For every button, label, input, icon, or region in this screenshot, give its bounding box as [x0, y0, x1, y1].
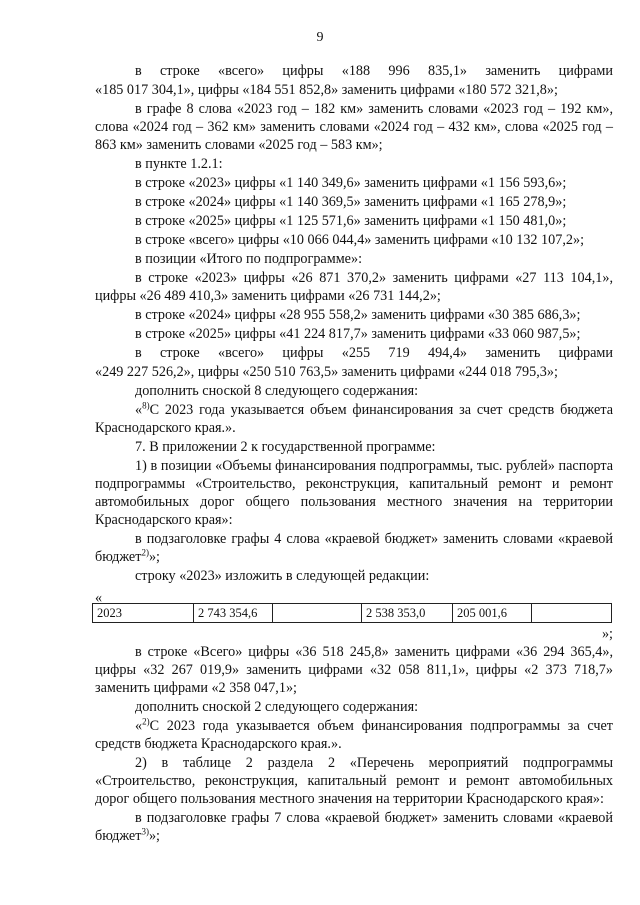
amendments-block-2	[95, 643, 613, 845]
replacement-row-table	[92, 603, 612, 623]
footnote-marker: 2)	[141, 547, 149, 558]
paragraph-text: в строке «2024» цифры «28 955 558,2» заменить цифрами «30 385 686,3»;	[135, 307, 581, 323]
quote-mark: «	[135, 402, 143, 418]
paragraph	[95, 269, 613, 305]
paragraph-text: в позиции «Итого по подпрограмме»:	[135, 251, 363, 267]
paragraph	[95, 62, 613, 80]
paragraph-text: 7. В приложении 2 к государственной программе:	[135, 439, 436, 455]
paragraph-text: в строке «2025» цифры «41 224 817,7» заменить цифрами «33 060 987,5»;	[135, 326, 581, 342]
paragraph	[95, 81, 613, 99]
paragraph	[95, 698, 613, 716]
paragraph-text: в строке «всего» цифры «188 996 835,1» заменить цифрами	[135, 63, 613, 79]
paragraph	[95, 401, 613, 437]
footnote-marker: 3)	[141, 826, 149, 837]
paragraph-text: в пункте 1.2.1:	[135, 156, 223, 172]
paragraph-tail: »;	[148, 828, 160, 844]
quote-open: «	[95, 590, 103, 606]
paragraph-text: в строке «всего» цифры «255 719 494,4» заменить цифрами	[135, 345, 613, 361]
quote-close: »;	[601, 626, 613, 642]
paragraph-text: «249 227 526,2», цифры «250 510 763,5» заменить цифрами «244 018 795,3»;	[95, 364, 558, 380]
paragraph	[95, 363, 613, 381]
paragraph	[95, 155, 613, 173]
paragraph	[95, 754, 613, 808]
paragraph-text: в строке «Всего» цифры «36 518 245,8» заменить цифрами «36 294 365,4», цифры «32 267 019,9» заменить цифрами «32 058 811,1», цифры «2 373 718,7» заменить цифрами «2 358 047,1»;	[95, 644, 613, 696]
paragraph-text: в строке «2024» цифры «1 140 369,5» заменить цифрами «1 165 278,9»;	[135, 194, 567, 210]
table-cell-extra	[532, 604, 612, 623]
paragraph	[95, 100, 613, 154]
paragraph	[95, 174, 613, 192]
table-cell-federal	[273, 604, 362, 623]
paragraph-text: «185 017 304,1», цифры «184 551 852,8» заменить цифрами «180 572 321,8»;	[95, 82, 558, 98]
table-cell-regional: 2 538 353,0	[362, 604, 453, 623]
page-number: 9	[316, 30, 324, 45]
amendments-block-1	[95, 62, 613, 585]
paragraph-text: в подзаголовке графы 4 слова «краевой бюджет» заменить словами «краевой бюджет	[95, 531, 613, 565]
paragraph	[95, 344, 613, 362]
paragraph-text: С 2023 года указывается объем финансирования за счет средств бюджета Краснодарского края.».	[95, 402, 613, 436]
paragraph-text: 1) в позиции «Объемы финансирования подпрограммы, тыс. рублей» паспорта подпрограммы «Строительство, реконструкция, капитальный ремонт и ремонт автомобильных дорог общего пользования местного значения на территории Краснодарского края»:	[95, 458, 613, 528]
quote-mark: «	[135, 718, 143, 734]
paragraph-text: в строке «2023» цифры «1 140 349,6» заменить цифрами «1 156 593,6»;	[135, 175, 567, 191]
paragraph	[95, 717, 613, 753]
paragraph	[95, 567, 613, 585]
paragraph-text: в подзаголовке графы 7 слова «краевой бюджет» заменить словами «краевой бюджет	[95, 810, 613, 844]
paragraph	[95, 643, 613, 697]
table-cell-total: 2 743 354,6	[194, 604, 273, 623]
paragraph-text: дополнить сноской 2 следующего содержания:	[135, 699, 419, 715]
paragraph	[95, 306, 613, 324]
paragraph-text: С 2023 года указывается объем финансирования подпрограммы за счет средств бюджета Краснодарского края.».	[95, 718, 613, 752]
paragraph	[95, 193, 613, 211]
paragraph-text: в строке «2023» цифры «26 871 370,2» заменить цифрами «27 113 104,1», цифры «26 489 410,3» заменить цифрами «26 731 144,2»;	[95, 270, 613, 304]
paragraph-text: строку «2023» изложить в следующей редакции:	[135, 568, 430, 584]
paragraph	[95, 212, 613, 230]
paragraph	[95, 530, 613, 566]
footnote-marker: 2)	[142, 716, 150, 727]
document-body	[95, 62, 613, 846]
paragraph-text: дополнить сноской 8 следующего содержания:	[135, 383, 419, 399]
paragraph	[95, 250, 613, 268]
table-cell-local: 205 001,6	[453, 604, 532, 623]
paragraph-text: в строке «2025» цифры «1 125 571,6» заменить цифрами «1 150 481,0»;	[135, 213, 567, 229]
footnote-marker: 8)	[142, 400, 150, 411]
paragraph-text: в строке «всего» цифры «10 066 044,4» заменить цифрами «10 132 107,2»;	[135, 232, 585, 248]
paragraph-tail: »;	[148, 549, 160, 565]
table-row	[93, 604, 612, 623]
paragraph	[95, 438, 613, 456]
paragraph-text: 2) в таблице 2 раздела 2 «Перечень мероприятий подпрограммы «Строительство, реконструкция, капитальный ремонт и ремонт автомобильных дорог общего пользования местного значения на территории Краснодарского края»:	[95, 755, 613, 807]
paragraph	[95, 325, 613, 343]
paragraph	[95, 382, 613, 400]
paragraph	[95, 231, 613, 249]
table-cell-year: 2023	[93, 604, 194, 623]
paragraph	[95, 809, 613, 845]
paragraph	[95, 457, 613, 529]
paragraph-text: в графе 8 слова «2023 год – 182 км» заменить словами «2023 год – 192 км», слова «2024 год – 362 км» заменить словами «2024 год – 432 км», слова «2025 год – 863 км» заменить словами «2025 год – 583 км»;	[95, 101, 613, 153]
